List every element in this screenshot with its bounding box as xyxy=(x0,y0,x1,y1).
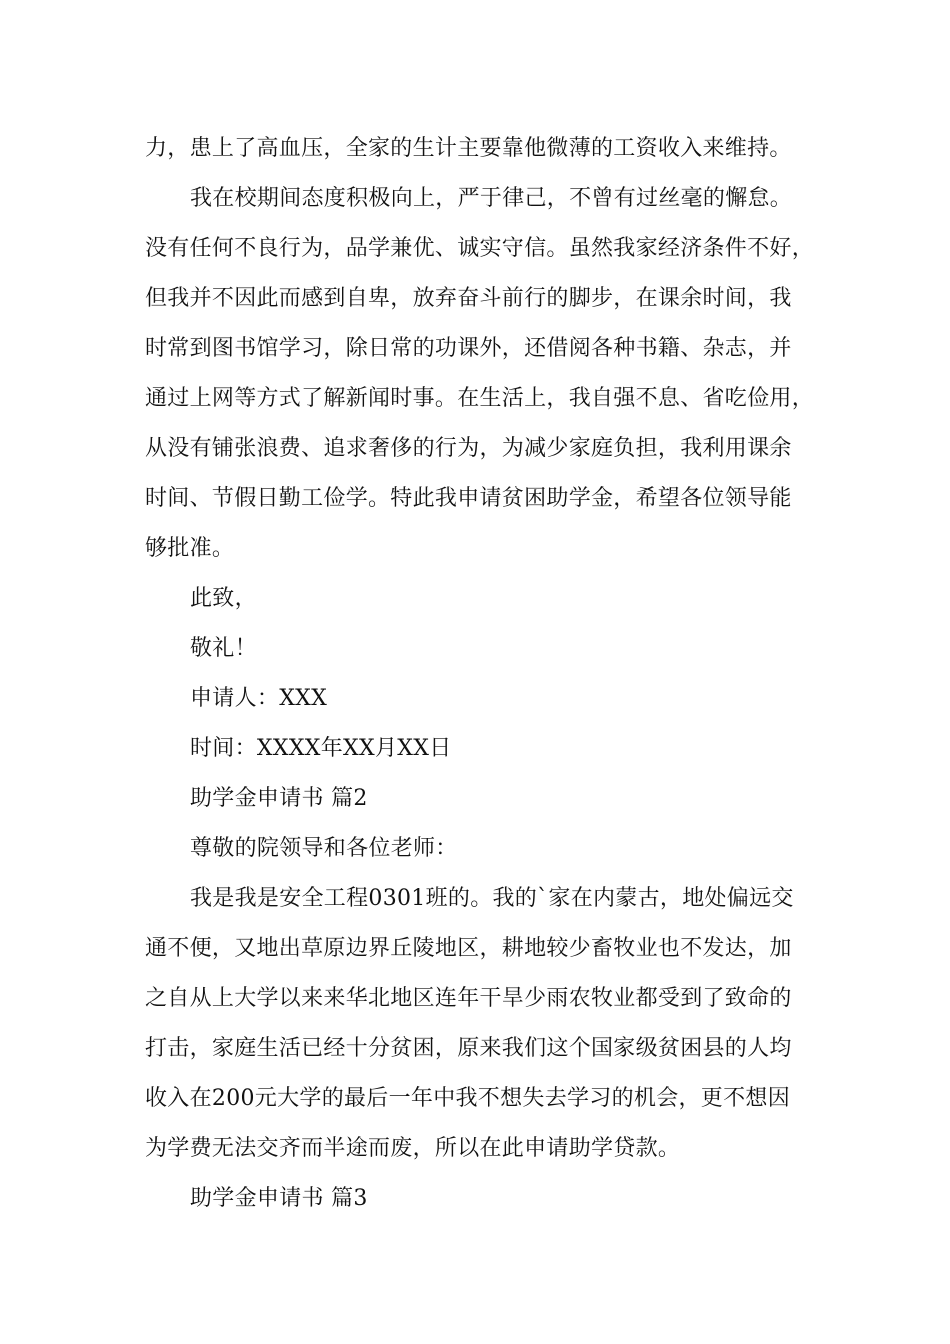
closing-salutation: 此致， xyxy=(190,586,257,611)
body-line: 通过上网等方式了解新闻时事。在生活上，我自强不息、省吃俭用， xyxy=(145,386,815,411)
body-line: 但我并不因此而感到自卑，放弃奋斗前行的脚步，在课余时间，我 xyxy=(145,286,792,311)
greeting-line: 尊敬的院领导和各位老师： xyxy=(190,836,458,861)
body-line: 时常到图书馆学习，除日常的功课外，还借阅各种书籍、杂志，并 xyxy=(145,336,792,361)
body-line: 打击，家庭生活已经十分贫困，原来我们这个国家级贫困县的人均 xyxy=(145,1036,792,1061)
body-line: 从没有铺张浪费、追求奢侈的行为，为减少家庭负担，我利用课余 xyxy=(145,436,792,461)
body-line: 时间、节假日勤工俭学。特此我申请贫困助学金，希望各位领导能 xyxy=(145,486,792,511)
body-line: 之自从上大学以来来华北地区连年干旱少雨农牧业都受到了致命的 xyxy=(145,986,792,1011)
body-line: 我在校期间态度积极向上，严于律己，不曾有过丝毫的懈怠。 xyxy=(190,186,793,211)
body-line: 没有任何不良行为，品学兼优、诚实守信。虽然我家经济条件不好， xyxy=(145,236,815,261)
body-line: 收入在200元大学的最后一年中我不想失去学习的机会，更不想因 xyxy=(145,1086,790,1111)
section-heading: 助学金申请书 篇3 xyxy=(190,1186,368,1211)
closing-regards: 敬礼！ xyxy=(190,636,257,661)
body-line: 够批准。 xyxy=(145,536,235,561)
applicant-line: 申请人：XXX xyxy=(190,686,328,711)
body-line: 力，患上了高血压，全家的生计主要靠他微薄的工资收入来维持。 xyxy=(145,136,792,161)
section-heading: 助学金申请书 篇2 xyxy=(190,786,368,811)
date-line: 时间：XXXX年XX月XX日 xyxy=(190,736,452,761)
body-line: 我是我是安全工程0301班的。我的`家在内蒙古，地处偏远交 xyxy=(190,886,794,911)
body-line: 为学费无法交齐而半途而废，所以在此申请助学贷款。 xyxy=(145,1136,681,1161)
body-line: 通不便，又地出草原边界丘陵地区，耕地较少畜牧业也不发达，加 xyxy=(145,936,792,961)
